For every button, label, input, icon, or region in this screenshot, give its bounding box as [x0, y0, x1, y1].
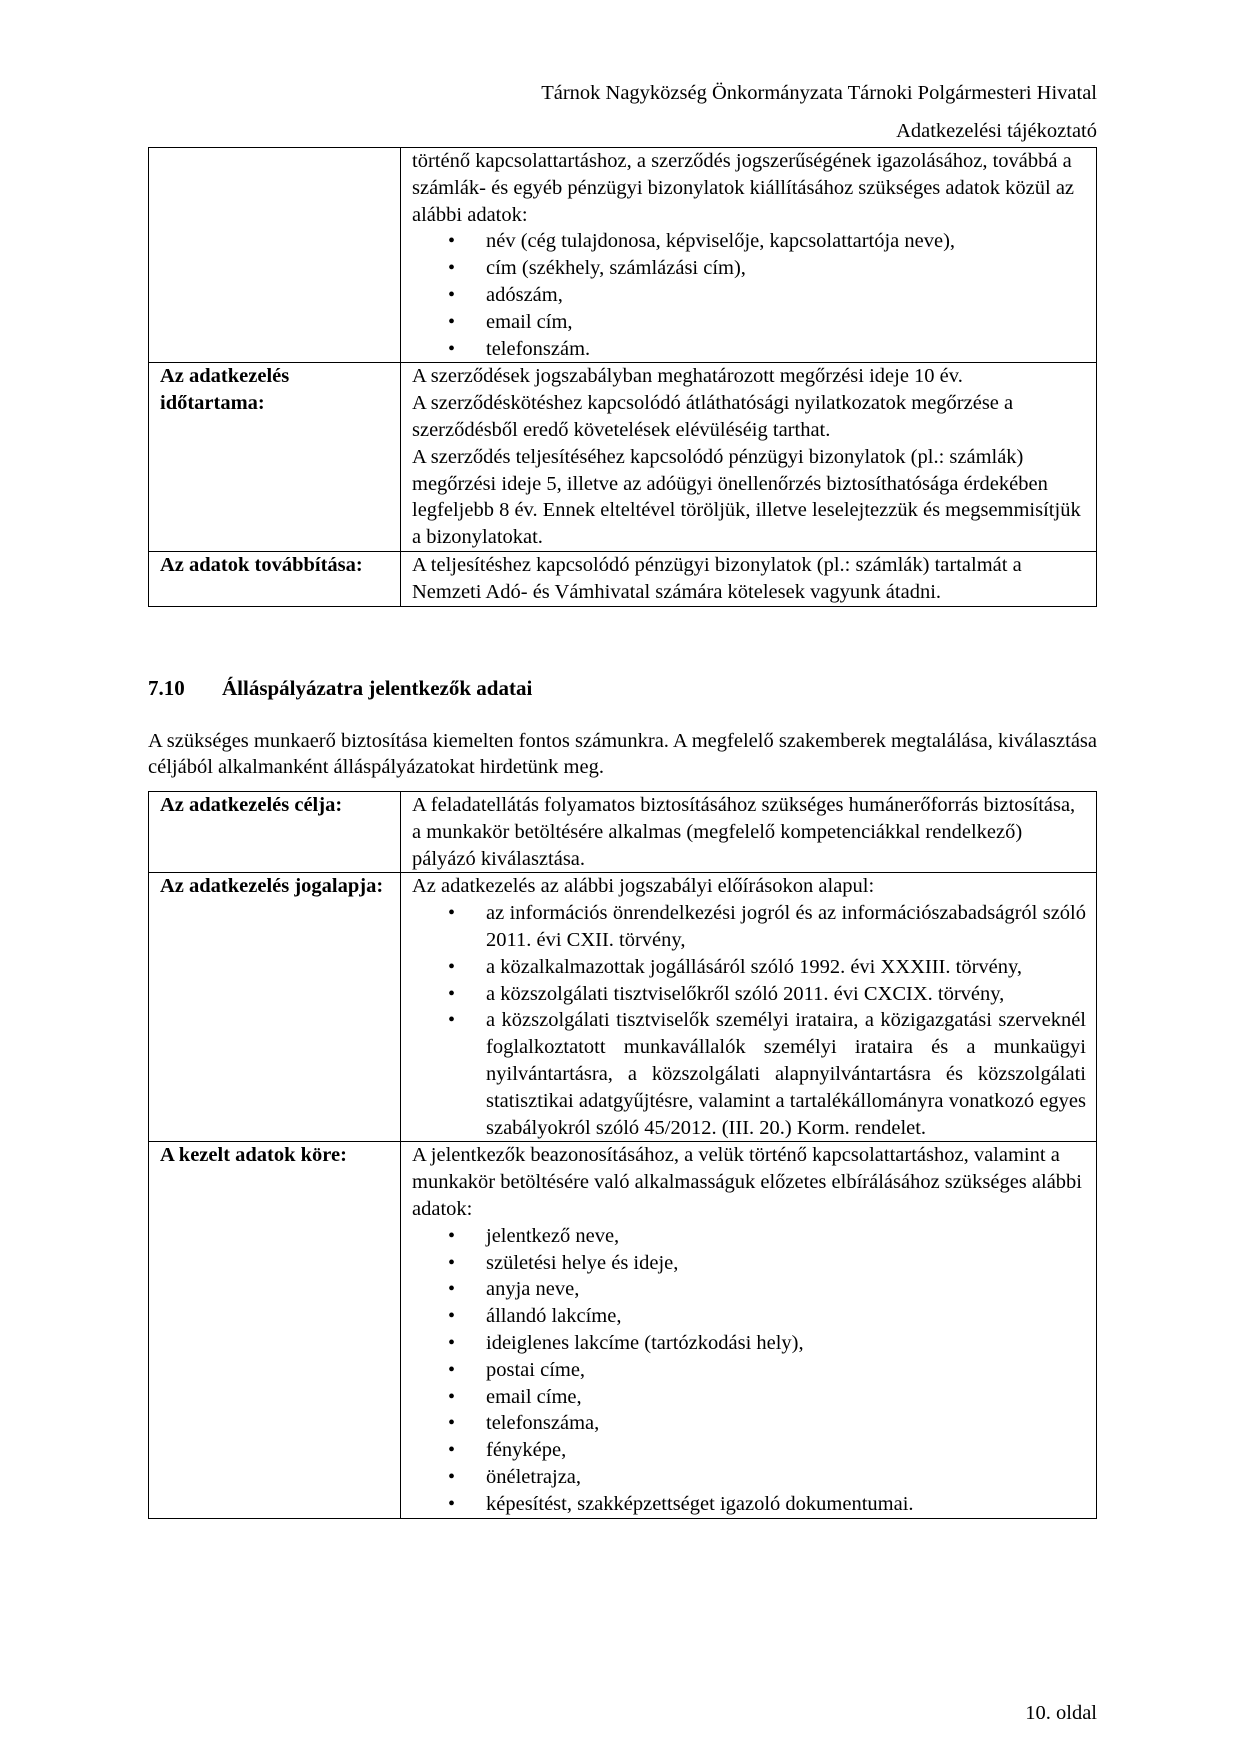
list-item: • név (cég tulajdonosa, képviselője, kapcsolattartója neve), — [412, 228, 1086, 255]
page-number: 10. oldal — [1025, 1702, 1097, 1724]
list-item: • önéletrajza, — [412, 1464, 1086, 1491]
section-title: Álláspályázatra jelentkezők adatai — [222, 676, 533, 700]
list-item: • képesítést, szakképzettséget igazoló dokumentumai. — [412, 1491, 1086, 1518]
row-content: A teljesítéshez kapcsolódó pénzügyi bizonylatok (pl.: számlák) tartalmát a Nemzeti Adó- és Vámhivatal számára kötelesek vagyunk átadni. — [401, 551, 1097, 606]
section-intro: A szükséges munkaerő biztosítása kiemelten fontos számunkra. A megfelelő szakemberek megtalálása, kiválasztása céljából alkalmanként álláspályázatokat hirdetünk meg. — [148, 730, 1097, 778]
list-item: • születési helye és ideje, — [412, 1250, 1086, 1277]
list-item: • a közalkalmazottak jogállásáról szóló 1992. évi XXXIII. törvény, — [412, 954, 1086, 981]
list-item: • jelentkező neve, — [412, 1223, 1086, 1250]
list-item: • a közszolgálati tisztviselőkről szóló 2011. évi CXCIX. törvény, — [412, 981, 1086, 1008]
list-item: • telefonszám. — [412, 336, 1086, 363]
row-text: A jelentkezők beazonosításához, a velük történő kapcsolattartáshoz, valamint a munkakör betöltésére való alkalmasságuk előzetes elbírálásához szükséges alábbi adatok: — [412, 1144, 1082, 1220]
table-row — [149, 1142, 1097, 1518]
list-item: • ideiglenes lakcíme (tartózkodási hely), — [412, 1330, 1086, 1357]
row-label: Az adatkezelés célja: — [149, 792, 401, 873]
table-row — [149, 792, 1097, 873]
list-item: • postai címe, — [412, 1357, 1086, 1384]
row-content — [401, 363, 1097, 552]
section-number: 7.10 — [148, 676, 185, 700]
list-item: • az információs önrendelkezési jogról és az információszabadságról szóló 2011. évi CXII. törvény, — [412, 900, 1086, 954]
table-row — [149, 873, 1097, 1142]
row-text: A szerződések jogszabályban meghatározott megőrzési ideje 10 év. — [412, 365, 963, 388]
header-institution: Tárnok Nagyközség Önkormányzata Tárnoki Polgármesteri Hivatal — [541, 82, 1097, 104]
list-item: • email címe, — [412, 1384, 1086, 1411]
data-list — [412, 1223, 1086, 1518]
row-text: történő kapcsolattartáshoz, a szerződés jogszerűségének igazolásához, továbbá a számlák- és egyéb pénzügyi bizonylatok kiállításához szükséges adatok közül az alábbi adatok: — [412, 150, 1075, 226]
table-row — [149, 551, 1097, 606]
row-label: Az adatkezelés jogalapja: — [149, 873, 401, 1142]
row-text: A szerződés teljesítéséhez kapcsolódó pénzügyi bizonylatok (pl.: számlák) megőrzési ideje 5, illetve az adóügyi önellenőrzés biztosíthatósága érdekében legfeljebb 8 év. Ennek elteltével töröljük, illetve leselejtezzük és megsemmisítjük a bizonylatokat. — [412, 445, 1081, 549]
contract-data-table — [148, 147, 1097, 607]
row-content: A feladatellátás folyamatos biztosításához szükséges humánerőforrás biztosítása, a munkakör betöltésére alkalmas (megfelelő kompetenciákkal rendelkező) pályázó kiválasztása. — [401, 792, 1097, 873]
row-content — [401, 873, 1097, 1142]
list-item: • anyja neve, — [412, 1276, 1086, 1303]
row-label: A kezelt adatok köre: — [149, 1142, 401, 1518]
row-content — [401, 1142, 1097, 1518]
list-item: • állandó lakcíme, — [412, 1303, 1086, 1330]
row-label: Az adatkezelés időtartama: — [149, 363, 401, 552]
row-text: Az adatkezelés az alábbi jogszabályi előírásokon alapul: — [412, 875, 875, 898]
list-item: • adószám, — [412, 282, 1086, 309]
row-label — [149, 148, 401, 363]
table-row — [149, 363, 1097, 552]
list-item: • email cím, — [412, 309, 1086, 336]
legal-basis-list — [412, 900, 1086, 1141]
row-content — [401, 148, 1097, 363]
table-row — [149, 148, 1097, 363]
list-item: • a közszolgálati tisztviselők személyi irataira, a közigazgatási szerveknél foglalkoztatott munkavállalók személyi irataira és a munkaügyi nyilvántartásra, a közszolgálati alapnyilvántartásra és közszolgálati statisztikai adatgyűjtésre, valamint a tartalékállományra vonatkozó egyes szabályokról szóló 45/2012. (III. 20.) Korm. rendelet. — [412, 1007, 1086, 1141]
list-item: • telefonszáma, — [412, 1410, 1086, 1437]
data-list — [412, 228, 1086, 362]
list-item: • fényképe, — [412, 1437, 1086, 1464]
list-item: • cím (székhely, számlázási cím), — [412, 255, 1086, 282]
row-label: Az adatok továbbítása: — [149, 551, 401, 606]
section-heading — [148, 674, 532, 702]
header-document-title: Adatkezelési tájékoztató — [896, 120, 1097, 142]
applicant-data-table — [148, 791, 1097, 1519]
row-text: A szerződéskötéshez kapcsolódó átláthatósági nyilatkozatok megőrzése a szerződésből eredő követelések elévüléséig tarthat. — [412, 392, 1014, 441]
